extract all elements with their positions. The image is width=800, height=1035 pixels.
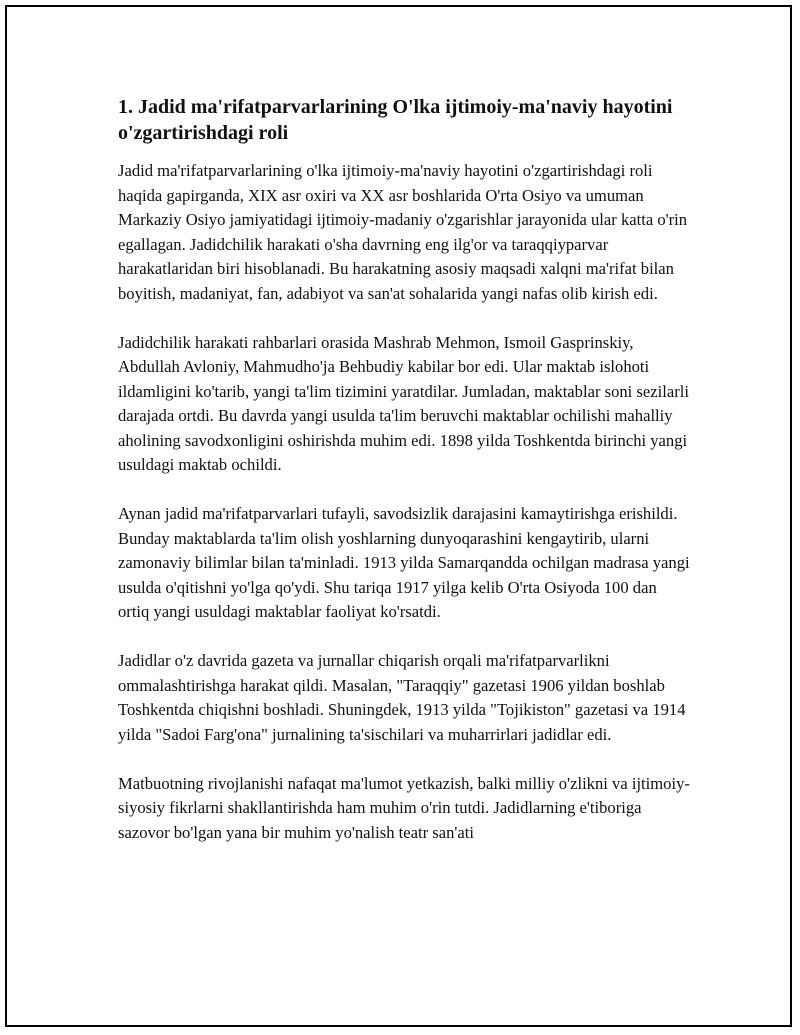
- paragraph-4: Jadidlar o'z davrida gazeta va jurnallar chiqarish orqali ma'rifatparvarlikni ommalashtirishga harakat qildi. Masalan, "Taraqqiy" gazetasi 1906 yildan boshlab Toshkentda chiqishni boshladi. Shuningdek, 1913 yilda "Tojikiston" gazetasi va 1914 yilda "Sadoi Farg'ona" jurnalining ta'sischilari va muharrirlari jadidlar edi.: [118, 651, 686, 744]
- paragraph-5: Matbuotning rivojlanishi nafaqat ma'lumot yetkazish, balki milliy o'zlikni va ijtimoiy-siyosiy fikrlarni shakllantirishda ham muhim o'rin tutdi. Jadidlarning e'tiboriga sazovor bo'lgan yana bir muhim yo'nalish teatr san'ati: [118, 773, 690, 842]
- document-body: [118, 94, 692, 870]
- paragraph-1: Jadid ma'rifatparvarlarining o'lka ijtimoiy-ma'naviy hayotini o'zgartirishdagi roli haqida gapirganda, XIX asr oxiri va XX asr boshlarida O'rta Osiyo va umuman Markaziy Osiyo jamiyatidagi ijtimoiy-madaniy o'zgarishlar jarayonida ular katta o'rin egallagan. Jadidchilik harakati o'sha davrning eng ilg'or va taraqqiyparvar harakatlaridan biri hisoblanadi. Bu harakatning asosiy maqsadi xalqni ma'rifat bilan boyitish, madaniyat, fan, adabiyot va san'at sohalarida yangi nafas olib kirish edi.: [118, 161, 688, 303]
- document-title: 1. Jadid ma'rifatparvarlarining O'lka ijtimoiy-ma'naviy hayotini o'zgartirishdagi roli: [118, 96, 673, 144]
- paragraph-3: Aynan jadid ma'rifatparvarlari tufayli, savodsizlik darajasini kamaytirishga erishildi. Bunday maktablarda ta'lim olish yoshlarning dunyoqarashini kengaytirib, ularni zamonaviy bilimlar bilan ta'minladi. 1913 yilda Samarqandda ochilgan madrasa yangi usulda o'qitishni yo'lga qo'ydi. Shu tariqa 1917 yilga kelib O'rta Osiyoda 100 dan ortiq yangi usuldagi maktablar faoliyat ko'rsatdi.: [118, 504, 690, 621]
- paragraph-2: Jadidchilik harakati rahbarlari orasida Mashrab Mehmon, Ismoil Gasprinskiy, Abdullah Avloniy, Mahmudho'ja Behbudiy kabilar bor edi. Ular maktab islohoti ildamligini ko'tarib, yangi ta'lim tizimini yaratdilar. Jumladan, maktablar soni sezilarli darajada ortdi. Bu davrda yangi usulda ta'lim beruvchi maktablar ochilishi mahalliy aholining savodxonligini oshirishda muhim edi. 1898 yilda Toshkentda birinchi yangi usuldagi maktab ochildi.: [118, 332, 689, 474]
